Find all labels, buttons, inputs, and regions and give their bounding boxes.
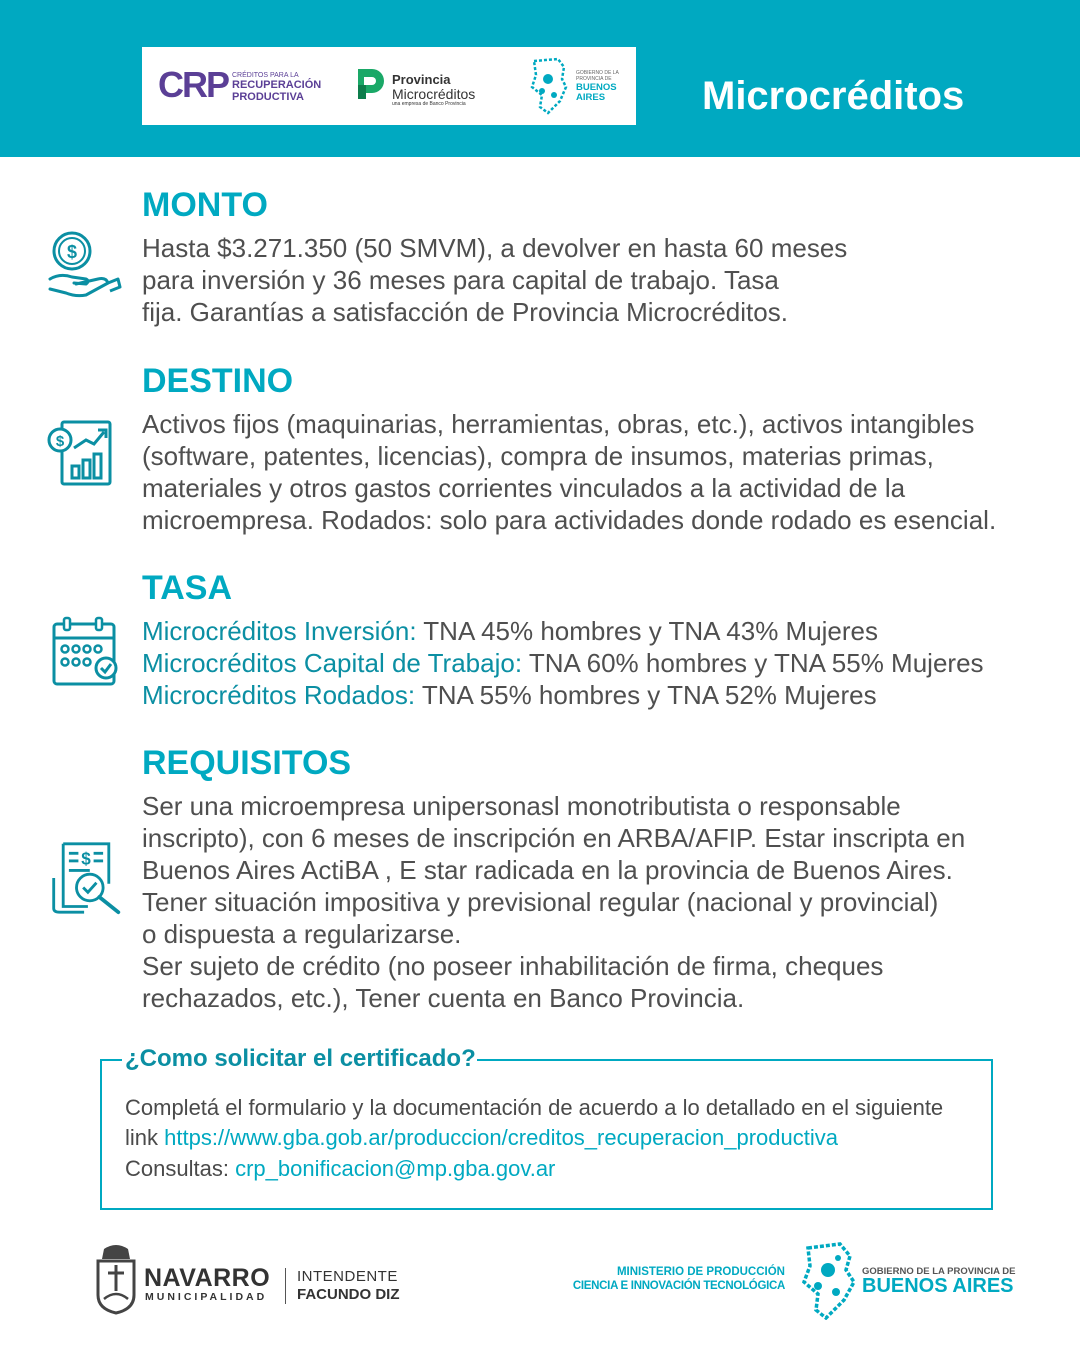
certificado-link[interactable]: https://www.gba.gob.ar/produccion/creditos_recuperacion_productiva: [164, 1125, 838, 1150]
ministerio-line2: CIENCIA E INNOVACIÓN TECNOLÓGICA: [572, 1280, 785, 1292]
monto-title: MONTO: [142, 186, 268, 224]
money-hand-icon: [46, 227, 122, 303]
crp-logo-small: CRÉDITOS PARA LA: [232, 72, 299, 79]
svg-text:$: $: [55, 433, 65, 450]
gobierno-label: GOBIERNO DE LA PROVINCIA DE: [862, 1266, 1016, 1277]
intendente-label: INTENDENTE: [297, 1268, 398, 1285]
certificado-title: ¿Como solicitar el certificado?: [125, 1045, 476, 1072]
box-border: [100, 1059, 122, 1061]
crp-logo: CRP: [158, 64, 229, 105]
buenos-aires-map-icon: [800, 1242, 856, 1320]
intendente-name: FACUNDO DIZ: [297, 1286, 400, 1303]
page-title: Microcréditos: [702, 74, 965, 118]
consultas-line: Consultas: crp_bonificacion@mp.gba.gov.ar: [125, 1156, 556, 1181]
crp-logo-text: RECUPERACIÓN PRODUCTIVA: [232, 79, 322, 103]
navarro-crest-icon: [96, 1243, 136, 1315]
navarro-logo-text: NAVARRO: [144, 1264, 271, 1292]
buenos-aires-map-icon: [528, 57, 568, 115]
requisitos-body: Ser una microempresa unipersonasl monotributista o responsable inscripto), con 6 meses de inscripción en ARBA/AFIP. Estar inscripta en Buenos Aires ActiBA , E star radicada en la provincia de Buenos Aires. Tener situación impositiva y previsional regular (nacional y provincial) o dispuesta a regularizarse. Ser sujeto de crédito (no poseer inhabilitación de firma, cheques rechazados, etc.), Tener cuenta en Banco Provincia.: [142, 791, 966, 1013]
calendar-icon: [48, 616, 124, 692]
document-search-icon: [48, 840, 124, 916]
partner-logos: [142, 47, 636, 125]
tasa-title: TASA: [142, 569, 233, 607]
svg-text:$: $: [81, 849, 91, 869]
monto-body: Hasta $3.271.350 (50 SMVM), a devolver en hasta 60 meses para inversión y 36 meses para capital de trabajo. Tasa fija. Garantías a satisfacción de Provincia Microcréditos.: [142, 233, 848, 327]
provincia-microcreditos-icon: [354, 67, 384, 101]
svg-text:$: $: [66, 242, 78, 262]
certificado-link-line: link https://www.gba.gob.ar/produccion/creditos_recuperacion_productiva: [125, 1125, 838, 1150]
buenos-aires-label: BUENOS AIRES: [862, 1275, 1014, 1297]
microcreditos-logo-text: Microcréditos: [392, 86, 476, 102]
destino-title: DESTINO: [142, 362, 294, 400]
banco-provincia-tagline: una empresa de Banco Provincia: [392, 101, 466, 107]
tasa-row-capital: Microcréditos Capital de Trabajo: TNA 60% hombres y TNA 55% Mujeres: [142, 648, 984, 678]
tasa-row-rodados: Microcréditos Rodados: TNA 55% hombres y TNA 52% Mujeres: [142, 680, 877, 710]
provincia-logo-text: Provincia: [392, 72, 451, 87]
certificado-instructions: Completá el formulario y la documentación de acuerdo a lo detallado en el siguiente: [125, 1095, 944, 1120]
tasa-row-inversion: Microcréditos Inversión: TNA 45% hombres y TNA 43% Mujeres: [142, 616, 879, 646]
ministerio-line1: MINISTERIO DE PRODUCCIÓN: [616, 1266, 785, 1278]
gba-logo-small: GOBIERNO DE LA PROVINCIA DE: [576, 70, 619, 82]
header-banner: [0, 0, 1080, 157]
tasa-body: [142, 615, 984, 711]
destino-body: Activos fijos (maquinarias, herramientas, obras, etc.), activos intangibles (software, patentes, licencias), compra de insumos, materias primas, materiales y otros gastos corrientes vinculados a la actividad de la microempresa. Rodados: solo para actividades donde rodado es esencial.: [142, 409, 997, 535]
growth-chart-icon: [46, 418, 122, 494]
footer-divider: [285, 1268, 286, 1304]
municipalidad-text: MUNICIPALIDAD: [145, 1291, 268, 1303]
consultas-email-link[interactable]: crp_bonificacion@mp.gba.gov.ar: [235, 1156, 556, 1181]
gba-logo-text: BUENOS AIRES: [576, 82, 617, 103]
box-border: [477, 1059, 993, 1061]
requisitos-title: REQUISITOS: [142, 744, 352, 782]
